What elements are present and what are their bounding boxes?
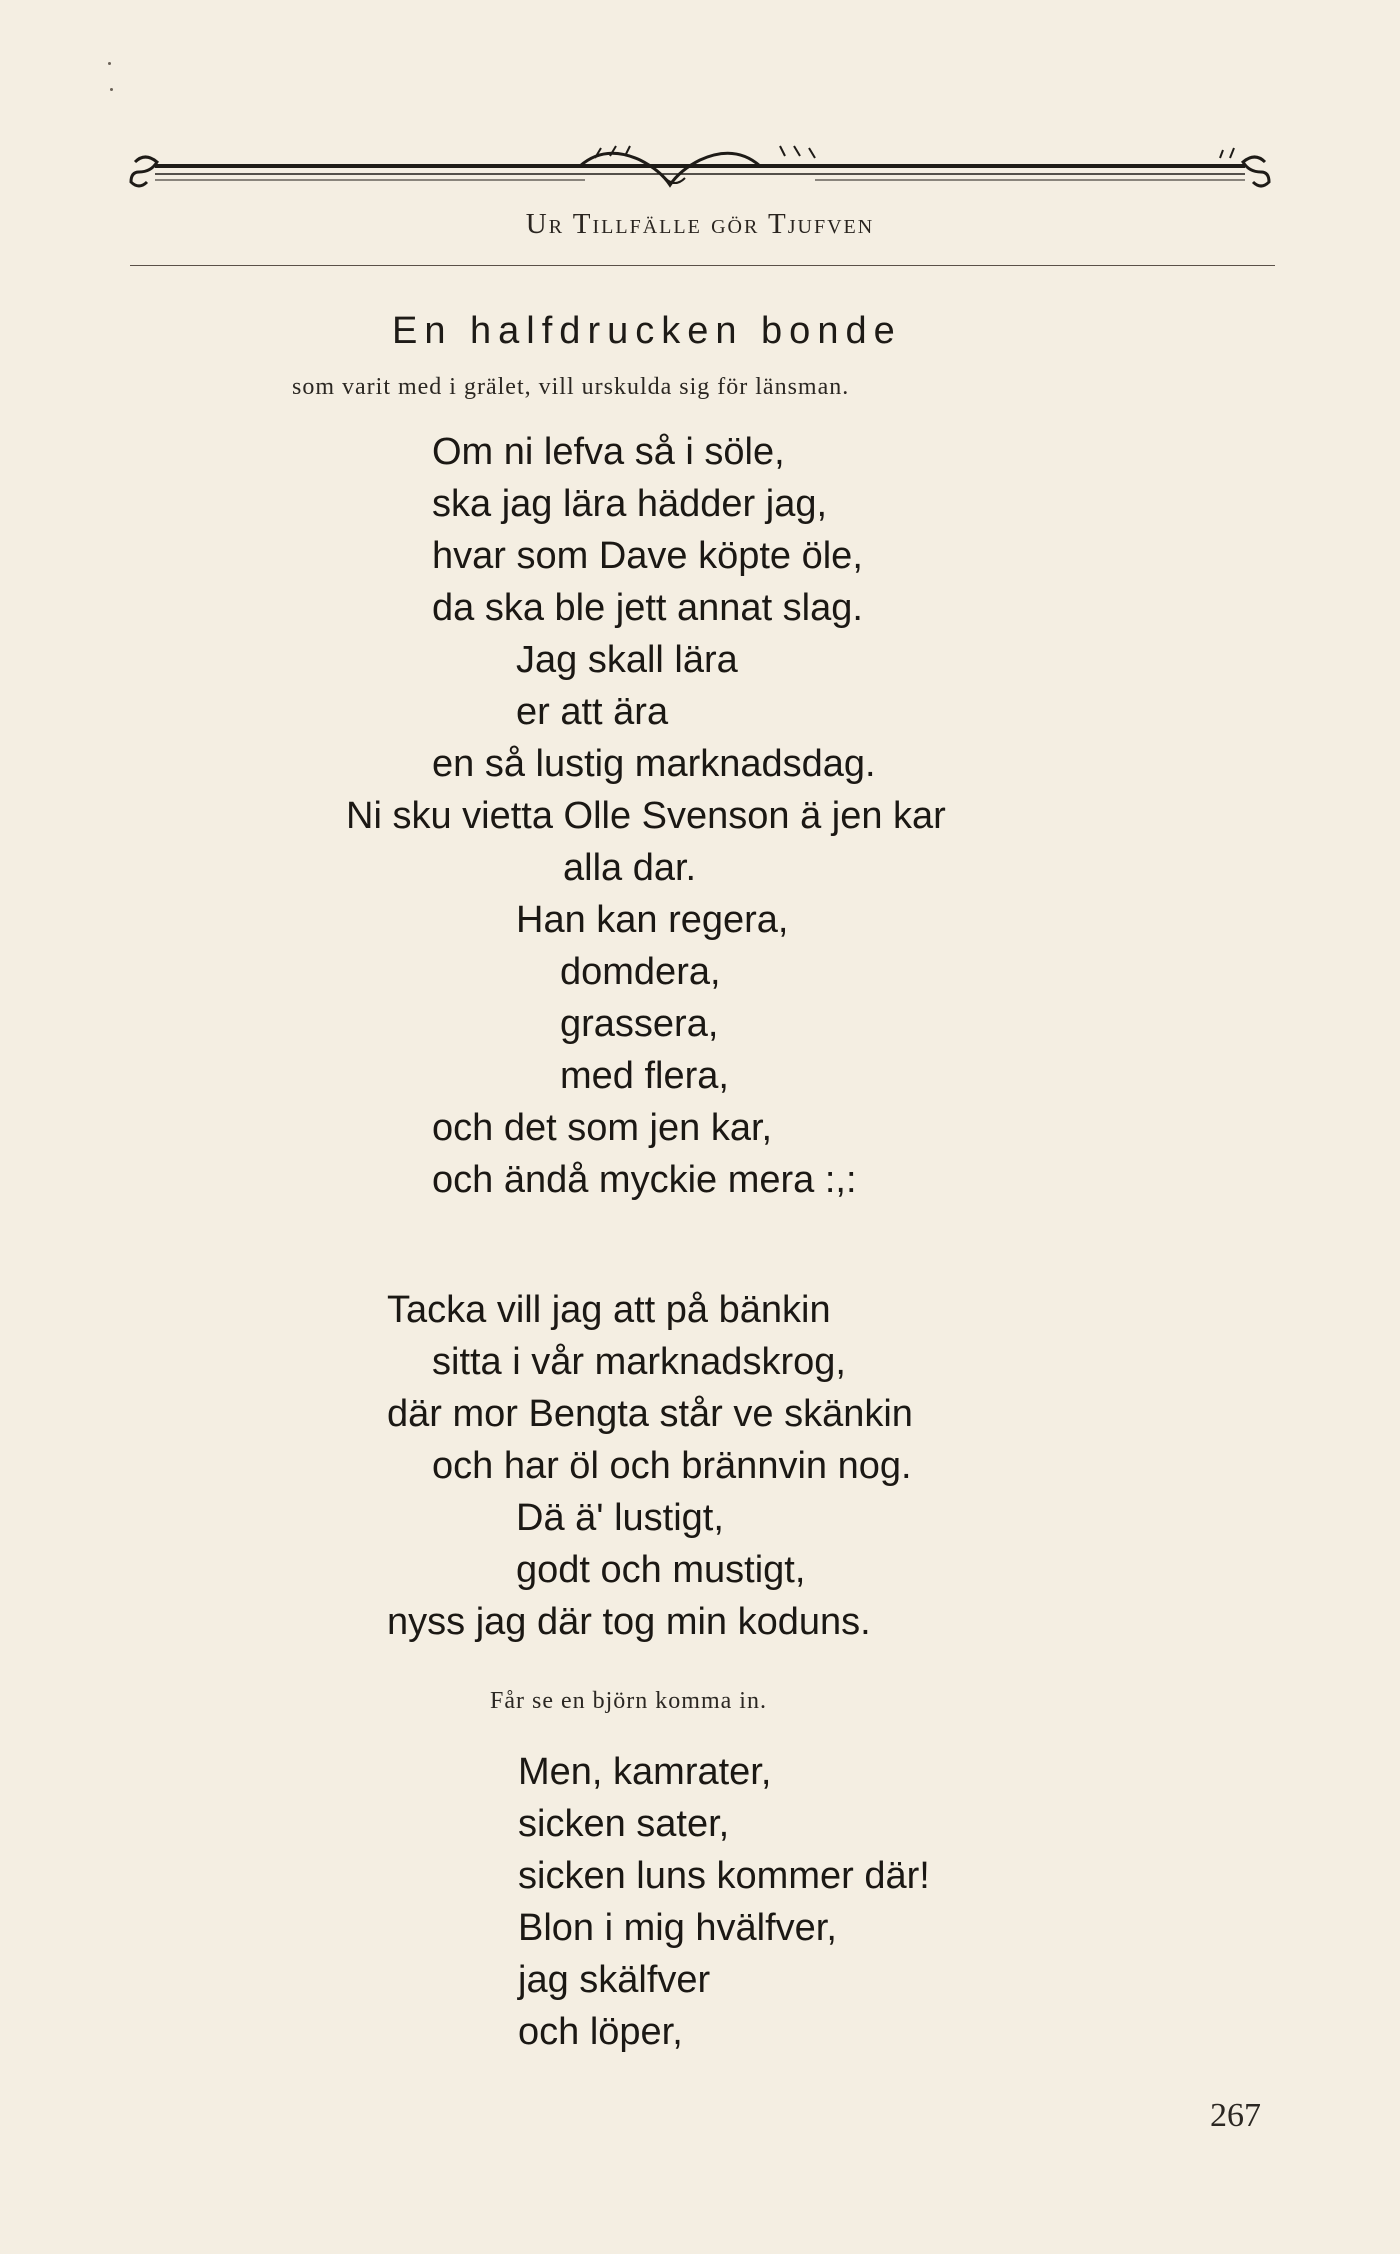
running-head: Ur Tillfälle gör Tjufven <box>525 208 875 240</box>
verse-line: Men, kamrater, <box>518 1751 772 1793</box>
print-speck <box>110 88 113 91</box>
verse-line: där mor Bengta står ve skänkin <box>387 1393 913 1435</box>
verse-line: Ni sku vietta Olle Svenson ä jen kar <box>346 795 946 837</box>
verse-line: sicken sater, <box>518 1803 730 1845</box>
verse-line: sicken luns kommer där! <box>518 1855 930 1897</box>
print-speck <box>108 62 111 65</box>
stage-direction-mid: Får se en björn komma in. <box>490 1688 767 1714</box>
verse-line: domdera, <box>560 951 721 993</box>
verse-line: och det som jen kar, <box>432 1107 773 1149</box>
section-title: En halfdrucken bonde <box>392 310 902 352</box>
verse-line: med flera, <box>560 1055 729 1097</box>
verse-line: Blon i mig hvälfver, <box>518 1907 837 1949</box>
verse-line: da ska ble jett annat slag. <box>432 587 863 629</box>
header-ornament <box>125 140 1275 210</box>
verse-line: Om ni lefva så i söle, <box>432 431 785 473</box>
verse-line: och ändå myckie mera :,: <box>432 1159 857 1201</box>
verse-line: alla dar. <box>563 847 697 889</box>
verse-line: godt och mustigt, <box>516 1549 806 1591</box>
verse-line: sitta i vår marknadskrog, <box>432 1341 846 1383</box>
verse-line: er att ära <box>516 691 669 733</box>
verse-line: och löper, <box>518 2011 683 2053</box>
verse-line: och har öl och brännvin nog. <box>432 1445 912 1487</box>
verse-line: hvar som Dave köpte öle, <box>432 535 863 577</box>
header-rule <box>130 265 1275 266</box>
verse-line: Dä ä' lustigt, <box>516 1497 724 1539</box>
stage-direction-intro: som varit med i grälet, vill urskulda sig för länsman. <box>292 374 850 400</box>
verse-line: grassera, <box>560 1003 719 1045</box>
verse-line: Han kan regera, <box>516 899 789 941</box>
verse-line: ska jag lära hädder jag, <box>432 483 828 525</box>
verse-line: en så lustig marknadsdag. <box>432 743 876 785</box>
page-number: 267 <box>1210 2097 1261 2134</box>
verse-line: Jag skall lära <box>516 639 738 681</box>
verse-line: nyss jag där tog min koduns. <box>387 1601 871 1643</box>
verse-line: jag skälfver <box>518 1959 711 2001</box>
verse-line: Tacka vill jag att på bänkin <box>387 1289 831 1331</box>
